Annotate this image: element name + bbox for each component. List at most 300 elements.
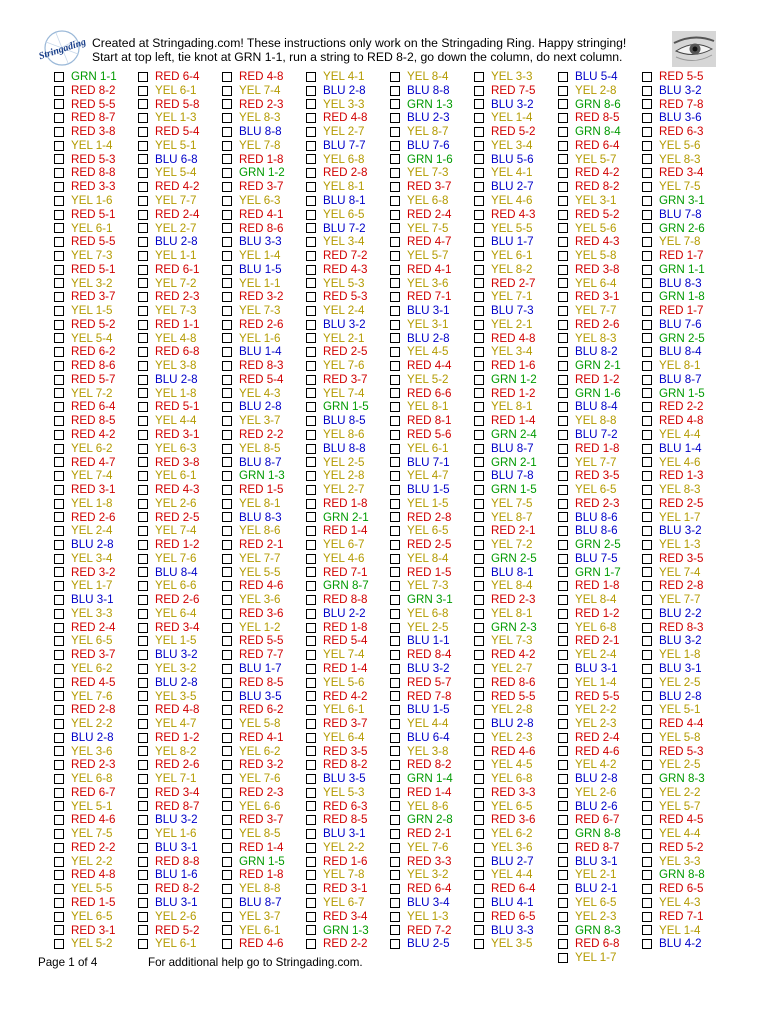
checkbox[interactable] bbox=[306, 292, 316, 302]
checkbox[interactable] bbox=[558, 801, 568, 811]
checkbox[interactable] bbox=[390, 361, 400, 371]
checkbox[interactable] bbox=[222, 691, 232, 701]
checkbox[interactable] bbox=[306, 388, 316, 398]
checkbox[interactable] bbox=[642, 512, 652, 522]
checkbox[interactable] bbox=[54, 774, 64, 784]
checkbox[interactable] bbox=[138, 72, 148, 82]
checkbox[interactable] bbox=[222, 925, 232, 935]
checkbox[interactable] bbox=[138, 485, 148, 495]
checkbox[interactable] bbox=[390, 471, 400, 481]
checkbox[interactable] bbox=[54, 416, 64, 426]
checkbox[interactable] bbox=[138, 540, 148, 550]
checkbox[interactable] bbox=[558, 581, 568, 591]
checkbox[interactable] bbox=[306, 141, 316, 151]
checkbox[interactable] bbox=[474, 127, 484, 137]
checkbox[interactable] bbox=[558, 99, 568, 109]
checkbox[interactable] bbox=[138, 141, 148, 151]
checkbox[interactable] bbox=[642, 898, 652, 908]
checkbox[interactable] bbox=[222, 72, 232, 82]
checkbox[interactable] bbox=[474, 801, 484, 811]
checkbox[interactable] bbox=[306, 444, 316, 454]
checkbox[interactable] bbox=[390, 801, 400, 811]
checkbox[interactable] bbox=[222, 430, 232, 440]
checkbox[interactable] bbox=[474, 705, 484, 715]
checkbox[interactable] bbox=[54, 237, 64, 247]
checkbox[interactable] bbox=[306, 457, 316, 467]
checkbox[interactable] bbox=[390, 292, 400, 302]
checkbox[interactable] bbox=[222, 333, 232, 343]
checkbox[interactable] bbox=[222, 196, 232, 206]
checkbox[interactable] bbox=[54, 99, 64, 109]
checkbox[interactable] bbox=[222, 857, 232, 867]
checkbox[interactable] bbox=[138, 361, 148, 371]
checkbox[interactable] bbox=[558, 567, 568, 577]
checkbox[interactable] bbox=[642, 733, 652, 743]
checkbox[interactable] bbox=[54, 347, 64, 357]
checkbox[interactable] bbox=[54, 609, 64, 619]
checkbox[interactable] bbox=[558, 306, 568, 316]
checkbox[interactable] bbox=[558, 388, 568, 398]
checkbox[interactable] bbox=[138, 526, 148, 536]
checkbox[interactable] bbox=[306, 843, 316, 853]
checkbox[interactable] bbox=[306, 485, 316, 495]
checkbox[interactable] bbox=[222, 444, 232, 454]
checkbox[interactable] bbox=[54, 898, 64, 908]
checkbox[interactable] bbox=[390, 815, 400, 825]
checkbox[interactable] bbox=[474, 113, 484, 123]
checkbox[interactable] bbox=[642, 292, 652, 302]
checkbox[interactable] bbox=[138, 251, 148, 261]
checkbox[interactable] bbox=[474, 320, 484, 330]
checkbox[interactable] bbox=[390, 72, 400, 82]
checkbox[interactable] bbox=[390, 774, 400, 784]
checkbox[interactable] bbox=[474, 664, 484, 674]
checkbox[interactable] bbox=[222, 595, 232, 605]
checkbox[interactable] bbox=[558, 540, 568, 550]
checkbox[interactable] bbox=[306, 375, 316, 385]
checkbox[interactable] bbox=[306, 512, 316, 522]
checkbox[interactable] bbox=[474, 265, 484, 275]
checkbox[interactable] bbox=[474, 306, 484, 316]
checkbox[interactable] bbox=[558, 127, 568, 137]
checkbox[interactable] bbox=[222, 347, 232, 357]
checkbox[interactable] bbox=[54, 485, 64, 495]
checkbox[interactable] bbox=[54, 815, 64, 825]
checkbox[interactable] bbox=[390, 939, 400, 949]
checkbox[interactable] bbox=[138, 843, 148, 853]
checkbox[interactable] bbox=[474, 526, 484, 536]
checkbox[interactable] bbox=[474, 815, 484, 825]
checkbox[interactable] bbox=[390, 609, 400, 619]
checkbox[interactable] bbox=[390, 857, 400, 867]
checkbox[interactable] bbox=[54, 251, 64, 261]
checkbox[interactable] bbox=[474, 210, 484, 220]
checkbox[interactable] bbox=[138, 636, 148, 646]
checkbox[interactable] bbox=[138, 388, 148, 398]
checkbox[interactable] bbox=[306, 251, 316, 261]
checkbox[interactable] bbox=[474, 857, 484, 867]
checkbox[interactable] bbox=[54, 526, 64, 536]
checkbox[interactable] bbox=[306, 333, 316, 343]
checkbox[interactable] bbox=[222, 154, 232, 164]
checkbox[interactable] bbox=[558, 939, 568, 949]
checkbox[interactable] bbox=[222, 788, 232, 798]
checkbox[interactable] bbox=[306, 471, 316, 481]
checkbox[interactable] bbox=[390, 388, 400, 398]
checkbox[interactable] bbox=[138, 223, 148, 233]
checkbox[interactable] bbox=[54, 86, 64, 96]
checkbox[interactable] bbox=[390, 540, 400, 550]
checkbox[interactable] bbox=[390, 141, 400, 151]
checkbox[interactable] bbox=[306, 581, 316, 591]
checkbox[interactable] bbox=[306, 127, 316, 137]
checkbox[interactable] bbox=[642, 154, 652, 164]
checkbox[interactable] bbox=[222, 774, 232, 784]
checkbox[interactable] bbox=[390, 650, 400, 660]
checkbox[interactable] bbox=[54, 457, 64, 467]
checkbox[interactable] bbox=[642, 746, 652, 756]
checkbox[interactable] bbox=[642, 471, 652, 481]
checkbox[interactable] bbox=[54, 581, 64, 591]
checkbox[interactable] bbox=[306, 857, 316, 867]
checkbox[interactable] bbox=[558, 664, 568, 674]
checkbox[interactable] bbox=[306, 870, 316, 880]
checkbox[interactable] bbox=[558, 168, 568, 178]
checkbox[interactable] bbox=[558, 457, 568, 467]
checkbox[interactable] bbox=[138, 870, 148, 880]
checkbox[interactable] bbox=[558, 843, 568, 853]
checkbox[interactable] bbox=[222, 554, 232, 564]
checkbox[interactable] bbox=[474, 843, 484, 853]
checkbox[interactable] bbox=[222, 746, 232, 756]
checkbox[interactable] bbox=[222, 567, 232, 577]
checkbox[interactable] bbox=[54, 884, 64, 894]
checkbox[interactable] bbox=[138, 127, 148, 137]
checkbox[interactable] bbox=[138, 746, 148, 756]
checkbox[interactable] bbox=[642, 320, 652, 330]
checkbox[interactable] bbox=[222, 650, 232, 660]
checkbox[interactable] bbox=[138, 430, 148, 440]
checkbox[interactable] bbox=[642, 567, 652, 577]
checkbox[interactable] bbox=[138, 733, 148, 743]
checkbox[interactable] bbox=[474, 939, 484, 949]
checkbox[interactable] bbox=[642, 843, 652, 853]
checkbox[interactable] bbox=[558, 898, 568, 908]
checkbox[interactable] bbox=[558, 512, 568, 522]
checkbox[interactable] bbox=[138, 113, 148, 123]
checkbox[interactable] bbox=[138, 457, 148, 467]
checkbox[interactable] bbox=[390, 664, 400, 674]
checkbox[interactable] bbox=[306, 278, 316, 288]
checkbox[interactable] bbox=[390, 375, 400, 385]
checkbox[interactable] bbox=[222, 402, 232, 412]
checkbox[interactable] bbox=[390, 581, 400, 591]
checkbox[interactable] bbox=[306, 678, 316, 688]
checkbox[interactable] bbox=[558, 815, 568, 825]
checkbox[interactable] bbox=[390, 526, 400, 536]
checkbox[interactable] bbox=[54, 650, 64, 660]
checkbox[interactable] bbox=[222, 86, 232, 96]
checkbox[interactable] bbox=[138, 623, 148, 633]
checkbox[interactable] bbox=[474, 512, 484, 522]
checkbox[interactable] bbox=[642, 168, 652, 178]
checkbox[interactable] bbox=[54, 306, 64, 316]
checkbox[interactable] bbox=[558, 857, 568, 867]
checkbox[interactable] bbox=[306, 554, 316, 564]
checkbox[interactable] bbox=[642, 554, 652, 564]
checkbox[interactable] bbox=[474, 347, 484, 357]
checkbox[interactable] bbox=[474, 554, 484, 564]
checkbox[interactable] bbox=[222, 99, 232, 109]
checkbox[interactable] bbox=[390, 788, 400, 798]
checkbox[interactable] bbox=[642, 210, 652, 220]
checkbox[interactable] bbox=[138, 815, 148, 825]
checkbox[interactable] bbox=[390, 237, 400, 247]
checkbox[interactable] bbox=[642, 127, 652, 137]
checkbox[interactable] bbox=[138, 567, 148, 577]
checkbox[interactable] bbox=[306, 705, 316, 715]
checkbox[interactable] bbox=[558, 333, 568, 343]
checkbox[interactable] bbox=[306, 691, 316, 701]
checkbox[interactable] bbox=[390, 554, 400, 564]
checkbox[interactable] bbox=[558, 636, 568, 646]
checkbox[interactable] bbox=[558, 623, 568, 633]
checkbox[interactable] bbox=[558, 760, 568, 770]
checkbox[interactable] bbox=[306, 526, 316, 536]
checkbox[interactable] bbox=[390, 416, 400, 426]
checkbox[interactable] bbox=[138, 705, 148, 715]
checkbox[interactable] bbox=[306, 306, 316, 316]
checkbox[interactable] bbox=[558, 347, 568, 357]
checkbox[interactable] bbox=[222, 388, 232, 398]
checkbox[interactable] bbox=[54, 623, 64, 633]
checkbox[interactable] bbox=[642, 444, 652, 454]
checkbox[interactable] bbox=[138, 402, 148, 412]
checkbox[interactable] bbox=[138, 471, 148, 481]
checkbox[interactable] bbox=[474, 416, 484, 426]
checkbox[interactable] bbox=[558, 375, 568, 385]
checkbox[interactable] bbox=[558, 210, 568, 220]
checkbox[interactable] bbox=[222, 471, 232, 481]
checkbox[interactable] bbox=[306, 210, 316, 220]
checkbox[interactable] bbox=[390, 113, 400, 123]
checkbox[interactable] bbox=[306, 884, 316, 894]
checkbox[interactable] bbox=[138, 678, 148, 688]
checkbox[interactable] bbox=[558, 471, 568, 481]
checkbox[interactable] bbox=[306, 430, 316, 440]
checkbox[interactable] bbox=[474, 925, 484, 935]
checkbox[interactable] bbox=[222, 182, 232, 192]
checkbox[interactable] bbox=[642, 430, 652, 440]
checkbox[interactable] bbox=[390, 884, 400, 894]
checkbox[interactable] bbox=[54, 843, 64, 853]
checkbox[interactable] bbox=[54, 196, 64, 206]
checkbox[interactable] bbox=[390, 499, 400, 509]
checkbox[interactable] bbox=[558, 746, 568, 756]
checkbox[interactable] bbox=[138, 939, 148, 949]
checkbox[interactable] bbox=[222, 705, 232, 715]
checkbox[interactable] bbox=[138, 801, 148, 811]
checkbox[interactable] bbox=[642, 251, 652, 261]
checkbox[interactable] bbox=[390, 636, 400, 646]
checkbox[interactable] bbox=[642, 72, 652, 82]
checkbox[interactable] bbox=[138, 774, 148, 784]
checkbox[interactable] bbox=[54, 320, 64, 330]
checkbox[interactable] bbox=[222, 898, 232, 908]
checkbox[interactable] bbox=[558, 829, 568, 839]
checkbox[interactable] bbox=[222, 719, 232, 729]
checkbox[interactable] bbox=[54, 471, 64, 481]
checkbox[interactable] bbox=[390, 99, 400, 109]
checkbox[interactable] bbox=[54, 788, 64, 798]
checkbox[interactable] bbox=[474, 499, 484, 509]
checkbox[interactable] bbox=[54, 664, 64, 674]
checkbox[interactable] bbox=[390, 870, 400, 880]
checkbox[interactable] bbox=[222, 870, 232, 880]
checkbox[interactable] bbox=[54, 292, 64, 302]
checkbox[interactable] bbox=[306, 237, 316, 247]
checkbox[interactable] bbox=[558, 320, 568, 330]
checkbox[interactable] bbox=[558, 196, 568, 206]
checkbox[interactable] bbox=[474, 733, 484, 743]
checkbox[interactable] bbox=[558, 237, 568, 247]
checkbox[interactable] bbox=[558, 953, 568, 963]
checkbox[interactable] bbox=[642, 719, 652, 729]
checkbox[interactable] bbox=[558, 430, 568, 440]
checkbox[interactable] bbox=[54, 801, 64, 811]
checkbox[interactable] bbox=[558, 609, 568, 619]
checkbox[interactable] bbox=[306, 939, 316, 949]
checkbox[interactable] bbox=[306, 774, 316, 784]
checkbox[interactable] bbox=[222, 678, 232, 688]
checkbox[interactable] bbox=[642, 402, 652, 412]
checkbox[interactable] bbox=[222, 540, 232, 550]
checkbox[interactable] bbox=[558, 554, 568, 564]
checkbox[interactable] bbox=[222, 912, 232, 922]
checkbox[interactable] bbox=[390, 567, 400, 577]
checkbox[interactable] bbox=[306, 664, 316, 674]
checkbox[interactable] bbox=[474, 567, 484, 577]
checkbox[interactable] bbox=[642, 760, 652, 770]
checkbox[interactable] bbox=[558, 733, 568, 743]
checkbox[interactable] bbox=[558, 912, 568, 922]
checkbox[interactable] bbox=[54, 182, 64, 192]
checkbox[interactable] bbox=[306, 402, 316, 412]
checkbox[interactable] bbox=[642, 278, 652, 288]
checkbox[interactable] bbox=[54, 333, 64, 343]
checkbox[interactable] bbox=[474, 609, 484, 619]
checkbox[interactable] bbox=[390, 306, 400, 316]
checkbox[interactable] bbox=[558, 925, 568, 935]
checkbox[interactable] bbox=[54, 361, 64, 371]
checkbox[interactable] bbox=[138, 375, 148, 385]
checkbox[interactable] bbox=[642, 870, 652, 880]
checkbox[interactable] bbox=[558, 678, 568, 688]
checkbox[interactable] bbox=[642, 857, 652, 867]
checkbox[interactable] bbox=[54, 154, 64, 164]
checkbox[interactable] bbox=[558, 154, 568, 164]
checkbox[interactable] bbox=[474, 278, 484, 288]
checkbox[interactable] bbox=[390, 210, 400, 220]
checkbox[interactable] bbox=[222, 306, 232, 316]
checkbox[interactable] bbox=[306, 416, 316, 426]
checkbox[interactable] bbox=[390, 485, 400, 495]
checkbox[interactable] bbox=[558, 595, 568, 605]
checkbox[interactable] bbox=[222, 113, 232, 123]
checkbox[interactable] bbox=[138, 857, 148, 867]
checkbox[interactable] bbox=[222, 485, 232, 495]
checkbox[interactable] bbox=[474, 788, 484, 798]
checkbox[interactable] bbox=[642, 912, 652, 922]
checkbox[interactable] bbox=[306, 623, 316, 633]
checkbox[interactable] bbox=[390, 733, 400, 743]
checkbox[interactable] bbox=[474, 154, 484, 164]
checkbox[interactable] bbox=[474, 746, 484, 756]
checkbox[interactable] bbox=[54, 912, 64, 922]
checkbox[interactable] bbox=[390, 402, 400, 412]
checkbox[interactable] bbox=[138, 650, 148, 660]
checkbox[interactable] bbox=[306, 320, 316, 330]
checkbox[interactable] bbox=[138, 512, 148, 522]
checkbox[interactable] bbox=[474, 595, 484, 605]
checkbox[interactable] bbox=[222, 526, 232, 536]
checkbox[interactable] bbox=[642, 581, 652, 591]
checkbox[interactable] bbox=[390, 333, 400, 343]
checkbox[interactable] bbox=[306, 801, 316, 811]
checkbox[interactable] bbox=[558, 485, 568, 495]
checkbox[interactable] bbox=[54, 141, 64, 151]
checkbox[interactable] bbox=[642, 113, 652, 123]
checkbox[interactable] bbox=[138, 925, 148, 935]
checkbox[interactable] bbox=[54, 168, 64, 178]
checkbox[interactable] bbox=[138, 595, 148, 605]
checkbox[interactable] bbox=[138, 265, 148, 275]
checkbox[interactable] bbox=[474, 444, 484, 454]
checkbox[interactable] bbox=[222, 801, 232, 811]
checkbox[interactable] bbox=[306, 567, 316, 577]
checkbox[interactable] bbox=[54, 719, 64, 729]
checkbox[interactable] bbox=[558, 292, 568, 302]
checkbox[interactable] bbox=[222, 251, 232, 261]
checkbox[interactable] bbox=[642, 347, 652, 357]
checkbox[interactable] bbox=[306, 99, 316, 109]
checkbox[interactable] bbox=[642, 375, 652, 385]
checkbox[interactable] bbox=[54, 402, 64, 412]
checkbox[interactable] bbox=[222, 278, 232, 288]
checkbox[interactable] bbox=[642, 86, 652, 96]
checkbox[interactable] bbox=[222, 375, 232, 385]
checkbox[interactable] bbox=[138, 554, 148, 564]
checkbox[interactable] bbox=[558, 691, 568, 701]
checkbox[interactable] bbox=[474, 829, 484, 839]
checkbox[interactable] bbox=[222, 829, 232, 839]
checkbox[interactable] bbox=[222, 609, 232, 619]
checkbox[interactable] bbox=[474, 292, 484, 302]
checkbox[interactable] bbox=[474, 251, 484, 261]
checkbox[interactable] bbox=[642, 705, 652, 715]
checkbox[interactable] bbox=[390, 182, 400, 192]
checkbox[interactable] bbox=[474, 361, 484, 371]
checkbox[interactable] bbox=[474, 196, 484, 206]
checkbox[interactable] bbox=[642, 526, 652, 536]
checkbox[interactable] bbox=[54, 127, 64, 137]
checkbox[interactable] bbox=[558, 719, 568, 729]
checkbox[interactable] bbox=[558, 884, 568, 894]
checkbox[interactable] bbox=[222, 265, 232, 275]
checkbox[interactable] bbox=[138, 196, 148, 206]
checkbox[interactable] bbox=[558, 416, 568, 426]
checkbox[interactable] bbox=[222, 760, 232, 770]
